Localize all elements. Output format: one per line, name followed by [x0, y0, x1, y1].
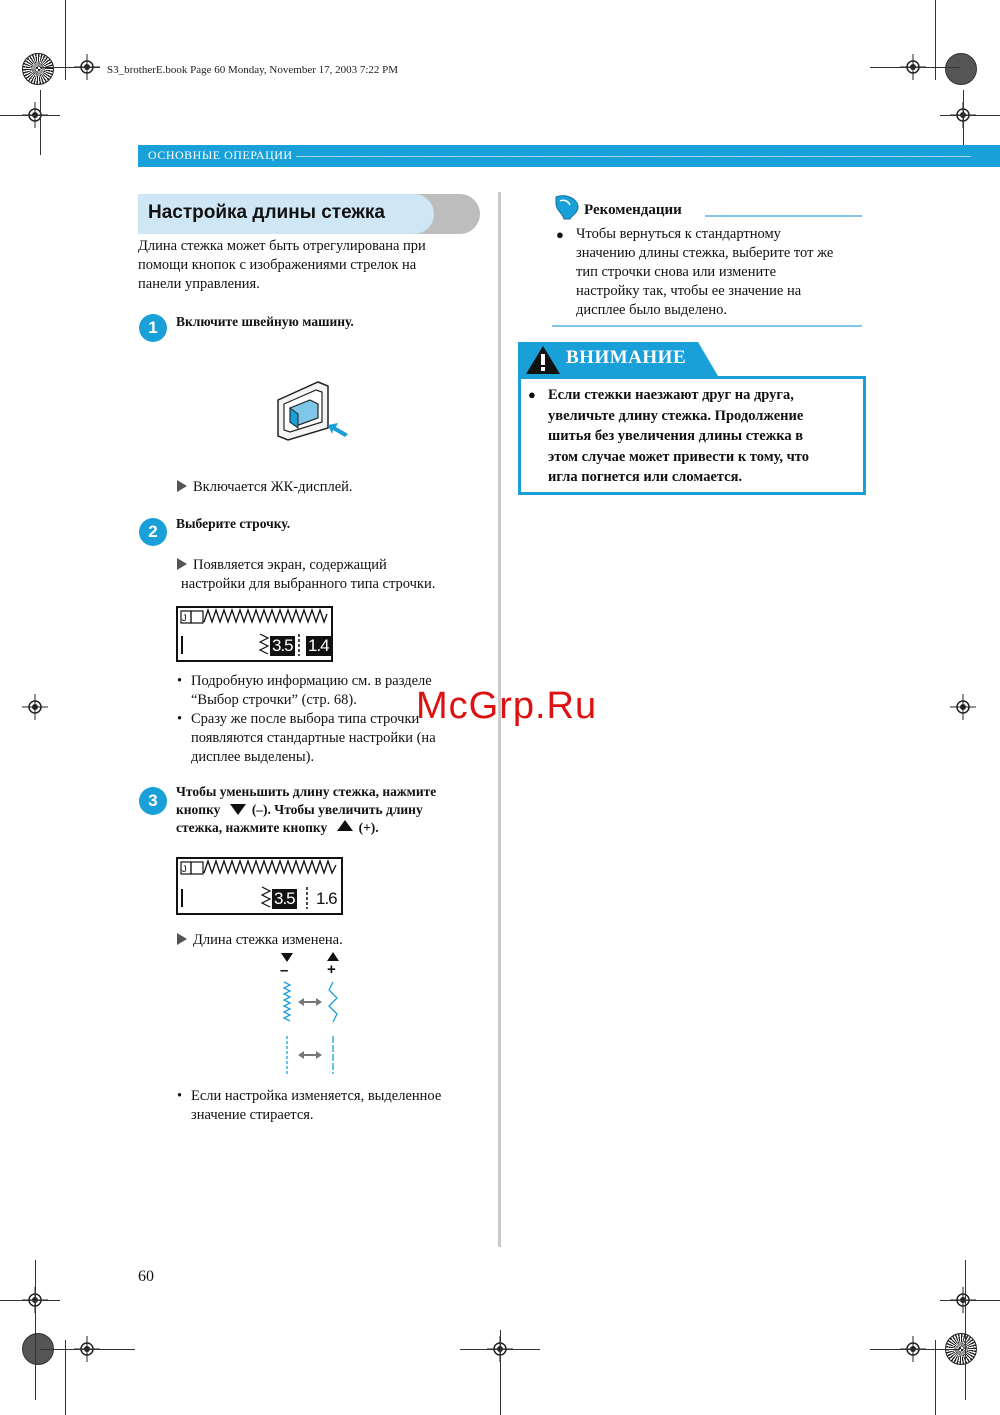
step-3-note: • Если настройка изменяется, выделенное значение стирается. [177, 1088, 442, 1123]
note-line: появляются стандартные настройки (на [191, 730, 436, 746]
step-2-result: Появляется экран, содержащий настройки для выбранного типа строчки. [177, 556, 435, 594]
lcd-length-value: 1.6 [316, 889, 337, 908]
svg-text:J: J [182, 864, 187, 874]
down-arrow-button-icon [230, 804, 246, 815]
result-arrow-icon [177, 933, 187, 945]
power-switch-illustration [270, 378, 360, 444]
note-line: дисплее выделены). [191, 749, 315, 765]
crosshair-target [22, 694, 48, 720]
section-bar [138, 145, 1000, 167]
down-arrow-icon [281, 953, 293, 962]
lcd-display-changed [176, 857, 343, 915]
up-arrow-button-icon [337, 820, 353, 831]
note-item: • Подробную информацию см. в разделе [177, 673, 432, 689]
step-1-badge: 1 [139, 314, 167, 342]
step-1-title: Включите швейную машину. [176, 314, 354, 329]
result-arrow-icon [177, 558, 187, 570]
up-arrow-icon [327, 952, 339, 961]
bullet-icon: ● [528, 387, 536, 402]
print-rosette [22, 53, 54, 85]
step-2-badge: 2 [139, 518, 167, 546]
crosshair-target [950, 694, 976, 720]
note-line: “Выбор строчки” (стр. 68). [191, 692, 357, 708]
svg-text:J: J [182, 613, 187, 623]
watermark: McGrp.Ru [416, 685, 598, 727]
book-header: S3_brotherE.book Page 60 Monday, November 17, 2003 7:22 PM [107, 64, 399, 76]
lcd-width-value: 3.5 [272, 636, 293, 655]
lcd-width-value: 3.5 [274, 889, 295, 908]
tips-title-rule [705, 215, 862, 217]
intro-line: панели управления. [138, 276, 260, 292]
tip-bulb-icon [552, 193, 582, 221]
lcd-length-value: 1.4 [308, 636, 329, 655]
tips-bottom-rule [552, 325, 862, 327]
stitch-length-diagram [270, 950, 350, 1080]
step-2-title: Выберите строчку. [176, 516, 291, 531]
tips-title: Рекомендации [584, 202, 682, 218]
caution-content: ● Если стежки наезжают друг на друга, увеличьте длину стежка. Продолжение шитья без увеличения длины стежка в этом случае может привести к тому, что игла погнется или сломается. [528, 387, 809, 485]
section-label: ОСНОВНЫЕ ОПЕРАЦИИ —————————————————————————————————————————————————————— [148, 148, 972, 162]
minus-label: – [280, 962, 289, 979]
lcd-display-default [176, 606, 333, 662]
step-3-badge: 3 [139, 787, 167, 815]
step-1-result: Включается ЖК-дисплей. [177, 478, 353, 497]
caution-title: ВНИМАНИЕ [566, 347, 687, 368]
result-arrow-icon [177, 480, 187, 492]
page-title: Настройка длины стежка [148, 202, 385, 223]
intro-line: Длина стежка может быть отрегулирована при [138, 238, 426, 254]
intro-line: помощи кнопок с изображениями стрелок на [138, 257, 417, 273]
tips-content: ● Чтобы вернуться к стандартному значению длины стежка, выберите тот же тип строчки снова или измените настройку так, чтобы ее значение на дисплее было выделено. [556, 226, 834, 318]
page-number: 60 [138, 1268, 154, 1285]
plus-label: + [327, 961, 336, 978]
note-item: • Сразу же после выбора типа строчки [177, 711, 420, 727]
bullet-icon: ● [556, 227, 564, 242]
step-3-result: Длина стежка изменена. [177, 931, 343, 950]
print-rosette [945, 53, 977, 85]
intro-paragraph [138, 237, 488, 294]
step-3-title: Чтобы уменьшить длину стежка, нажмите кнопку (–). Чтобы увеличить длину стежка, нажмите кнопку (+). [176, 784, 437, 835]
